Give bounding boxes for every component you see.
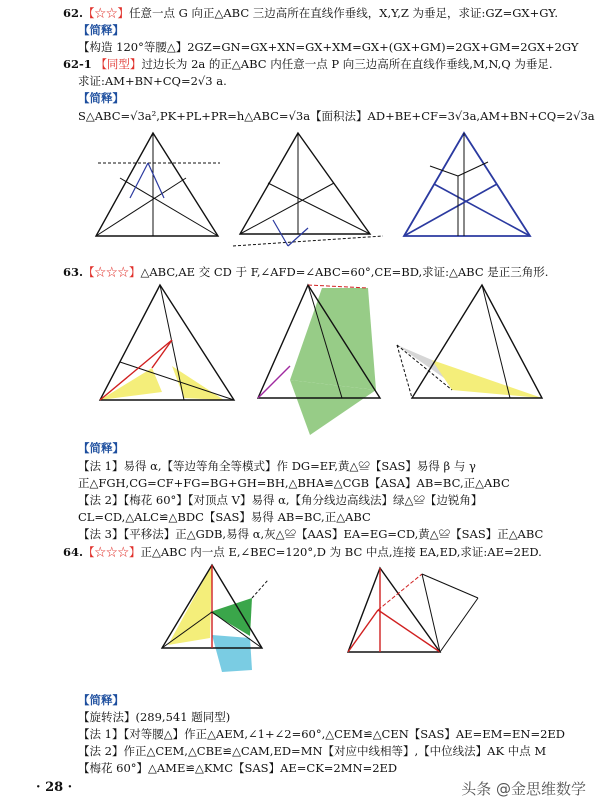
figure-64-right — [330, 560, 500, 670]
p62-method: 【构造 120°等腰△】2GZ=GN=GX+XN=GX+XM=GX+(GX+GM)=2GX+GM=2GX+2GY — [78, 40, 579, 54]
p62-text: 任意一点 G 向正△ABC 三边高所在直线作垂线，X,Y,Z 为垂足，求证:GZ=GX+GY. — [129, 6, 558, 20]
figure-62-1 — [392, 128, 542, 250]
watermark: 头条 @金思维数学 — [461, 780, 586, 798]
p64-statement — [63, 545, 542, 560]
p62-1-method: S△ABC=√3a²,PK+PL+PR=h△ABC=√3a【面积法】AD+BE+CF=3√3a,AM+BN+CQ=2√3a — [78, 109, 595, 123]
p62-number: 62. — [63, 6, 84, 20]
p64-jianshi: 【简释】 — [78, 693, 124, 707]
p63-statement — [63, 265, 548, 280]
p62-1-statement — [63, 57, 553, 72]
p63-method2-line2: CL=CD,△ALC≌△BDC【SAS】易得 AB=BC,正△ABC — [78, 510, 371, 524]
p63-method1-line1: 【法 1】易得 α,【等边等角全等模式】作 DG=EF,黄△≌【SAS】易得 β 与 γ — [78, 459, 476, 473]
figure-62-left — [88, 128, 228, 248]
p63-jianshi: 【简释】 — [78, 441, 124, 455]
figure-63-left — [92, 280, 242, 415]
p64-method2-cont: 【梅花 60°】△AME≌△KMC【SAS】AE=CK=2MN=2ED — [78, 761, 398, 775]
figure-63-right — [392, 280, 552, 415]
p62-1-tag: 【同型】 — [95, 57, 142, 71]
p62-stars: 【☆☆】 — [83, 6, 130, 20]
p64-number: 64. — [63, 545, 84, 559]
p63-method2-line1: 【法 2】【梅花 60°】【对顶点 V】易得 α,【角分线边高线法】绿△≌【边锐角】 — [78, 493, 483, 507]
p64-rotation: 【旋转法】(289,541 题同型) — [78, 710, 231, 724]
p62-1-text: 过边长为 2a 的正△ABC 内任意一点 P 向三边高所在直线作垂线,M,N,Q 为垂足. — [141, 57, 553, 71]
p62-jianshi: 【简释】 — [78, 23, 124, 37]
p64-method2: 【法 2】作正△CEM,△CBE≌△CAM,ED=MN【对应中线相等】,【中位线法】AK 中点 M — [78, 744, 547, 758]
p64-text: 正△ABC 内一点 E,∠BEC=120°,D 为 BC 中点,连接 EA,ED,求证:AE=2ED. — [140, 545, 542, 559]
p63-number: 63. — [63, 265, 84, 279]
p63-text: △ABC,AE 交 CD 于 F,∠AFD=∠ABC=60°,CE=BD,求证:△ABC 是正三角形. — [140, 265, 549, 279]
p62-statement — [63, 6, 558, 21]
page-number-value: 28 — [45, 780, 64, 795]
p64-stars: 【☆☆☆】 — [83, 545, 141, 559]
p63-stars: 【☆☆☆】 — [83, 265, 141, 279]
p62-1-jianshi: 【简释】 — [78, 91, 124, 105]
p62-1-goal: 求证:AM+BN+CQ=2√3 a. — [78, 74, 227, 88]
figure-64-left — [150, 560, 300, 685]
figure-62-middle — [228, 128, 388, 252]
p62-1-number: 62-1 — [63, 57, 92, 71]
p63-method1-line2: 正△FGH,CG=CF+FG=BG+GH=BH,△BHA≌△CGB【ASA】AB=BC,正△ABC — [78, 476, 510, 490]
page-number: · 28 · — [36, 780, 73, 795]
p64-method1: 【法 1】【对等腰△】作正△AEM,∠1+∠2=60°,△CEM≌△CEN【SAS】AE=EM=EN=2ED — [78, 727, 566, 741]
p63-method3: 【法 3】【平移法】正△GDB,易得 α,灰△≌【AAS】EA=EG=CD,黄△≌【SAS】正△ABC — [78, 527, 544, 541]
figure-63-middle — [250, 280, 390, 440]
